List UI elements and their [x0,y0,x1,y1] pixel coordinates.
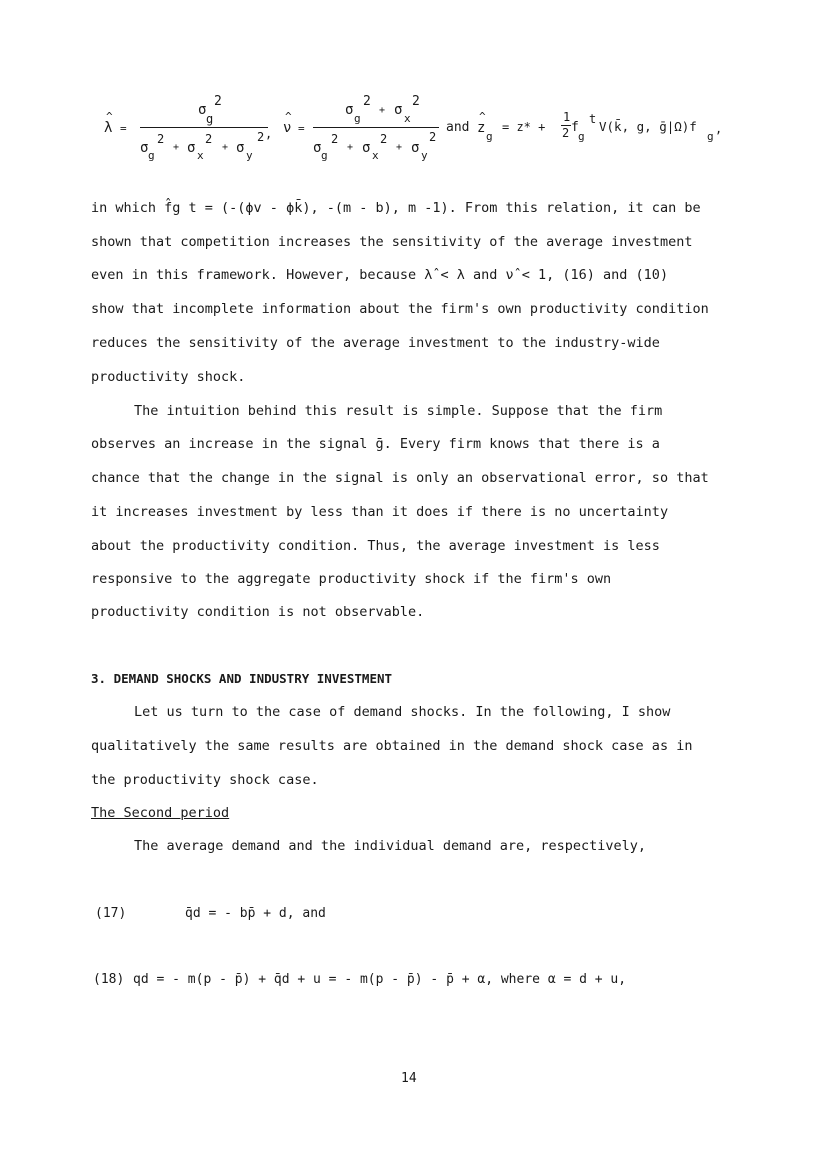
frac2-den-sub-y: y [421,149,428,162]
eq17-body: q̄d = - bp̄ + d, and [185,906,326,921]
equals-sign: = [120,122,127,135]
frac1-den-sup-c: 2 [257,130,265,144]
frac2-num-sub-x: x [404,112,411,125]
frac2-num-sigma-g: σ [345,102,354,118]
paragraph-line: even in this framework. However, because λ̂ < λ and ν̂ < 1, (16) and (10) [91,267,669,283]
section-heading: 3. DEMAND SHOCKS AND INDUSTRY INVESTMENT [91,671,393,686]
hat-mark: ^ [285,110,292,123]
frac1-den-sigma-y: σ [236,140,245,156]
frac1-num-sup: 2 [214,94,222,109]
frac1-den-sub-y: y [246,149,253,162]
paragraph-line: reduces the sensitivity of the average investment to the industry-wide [91,335,660,351]
frac2-num-sup-b: 2 [412,94,420,109]
subheading: The Second period [91,805,230,821]
nu-hat-symbol: ν [283,120,292,136]
frac1-den-plus-1: + [173,142,180,153]
frac2-num-sup-a: 2 [363,94,371,109]
paragraph-line: about the productivity condition. Thus, the average investment is less [91,538,660,554]
f-sub: g [578,130,585,143]
rhs-text: = z* + [502,120,546,134]
section-line: qualitatively the same results are obtained in the demand shock case as in [91,738,693,754]
frac1-den-sup-b: 2 [205,132,213,146]
t-sup: t [589,112,597,126]
frac2-den-sigma-y: σ [411,140,420,156]
paragraph-line: chance that the change in the signal is only an observational error, so that [91,470,709,486]
frac2-num-sub-g: g [354,112,361,125]
frac2-den-sup-b: 2 [380,132,388,146]
lambda-hat-symbol: λ [104,120,113,136]
frac2-num-sigma-x: σ [394,102,403,118]
half-den: 2 [562,126,570,140]
section-line: Let us turn to the case of demand shocks. In the following, I show [134,704,671,720]
eq18-number: (18) [93,972,125,987]
eq17-number: (17) [95,906,127,921]
frac2-den-sup-a: 2 [331,132,339,146]
frac2-den-sigma-x: σ [362,140,371,156]
paragraph-line: productivity condition is not observable. [91,604,425,620]
frac1-den-sub-x: x [197,149,204,162]
fraction-bar-1 [140,127,268,128]
f-term: f [571,120,579,135]
frac1-den-sigma-g: σ [140,140,149,156]
f-end-sub: g [707,130,714,143]
frac2-num-plus: + [379,105,386,116]
paragraph-line: The intuition behind this result is simple. Suppose that the firm [134,403,663,419]
hat-mark: ^ [106,110,113,123]
paragraph-line: productivity shock. [91,369,246,385]
z-hat-symbol: z [477,120,486,136]
paragraph-line: in which f̂g t = (-(ϕv - ϕk̄), -(m - b), m -1). From this relation, it can be [91,200,701,216]
z-sub: g [486,130,493,143]
eq18-body: qd = - m(p - p̄) + q̄d + u = - m(p - p̄) - p̄ + α, where α = d + u, [133,972,627,987]
frac1-num-sigma: σ [198,102,207,118]
paragraph-line: show that incomplete information about the firm's own productivity condition [91,301,709,317]
v-term: V(k̄, g, ḡ|Ω)f [599,119,697,134]
frac2-den-plus-2: + [396,142,403,153]
frac1-num-sub: g [206,112,214,126]
section-line: the productivity shock case. [91,772,319,788]
frac1-den-sub-g: g [148,149,155,162]
fraction-bar-2 [313,127,439,128]
frac1-den-plus-2: + [222,142,229,153]
frac2-den-sup-c: 2 [429,130,437,144]
frac2-den-sigma-g: σ [313,140,322,156]
paragraph-line: responsive to the aggregate productivity shock if the firm's own [91,571,612,587]
and-text: and [446,120,470,135]
frac2-den-plus-1: + [347,142,354,153]
hat-mark: ^ [479,110,486,123]
page-number: 14 [401,1071,417,1086]
paragraph-line: observes an increase in the signal ḡ. Every firm knows that there is a [91,436,660,452]
frac1-den-sup-a: 2 [157,132,165,146]
equals-sign: = [298,122,305,135]
end-comma: , [715,122,723,136]
frac2-den-sub-x: x [372,149,379,162]
section-intro: The average demand and the individual demand are, respectively, [134,838,647,854]
paragraph-line: it increases investment by less than it does if there is no uncertainty [91,504,669,520]
paragraph-line: shown that competition increases the sensitivity of the average investment [91,234,693,250]
comma: , [265,127,273,141]
frac1-den-sigma-x: σ [187,140,196,156]
frac2-den-sub-g: g [321,149,328,162]
half-num: 1 [563,110,571,124]
